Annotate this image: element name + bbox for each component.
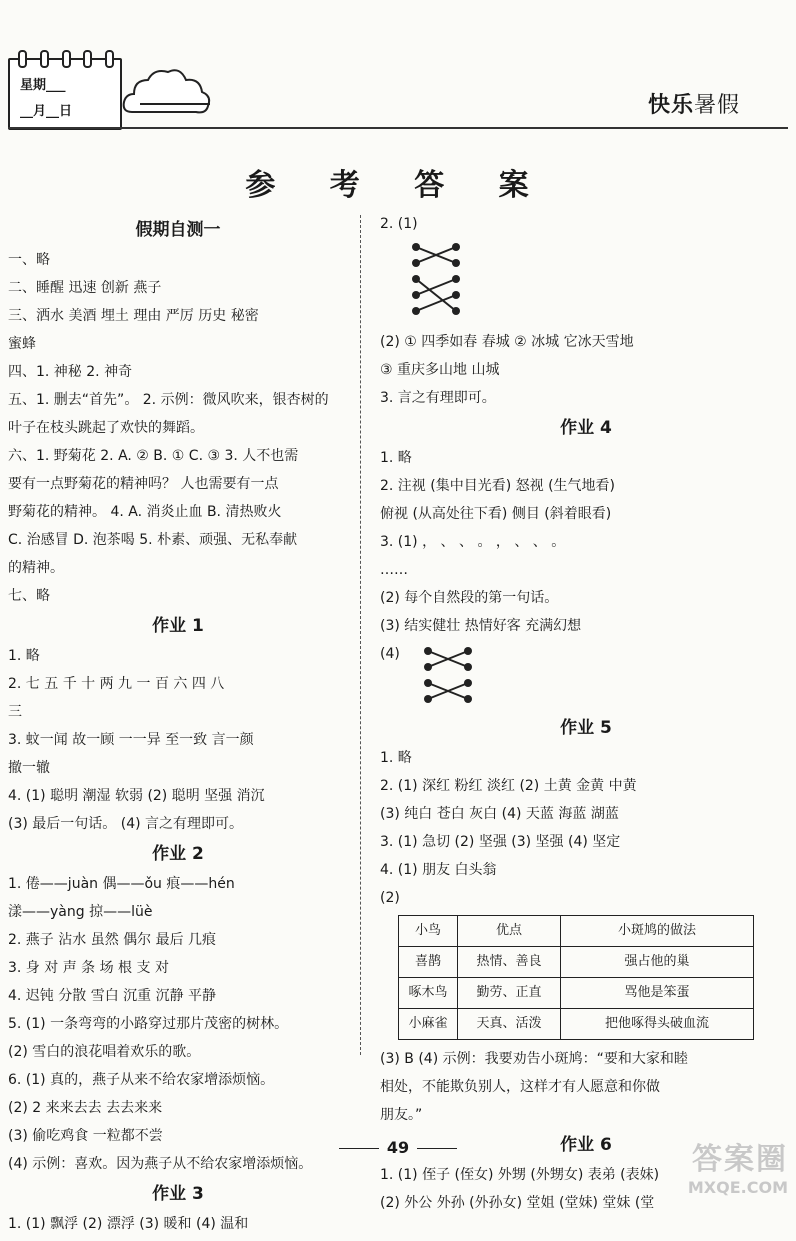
answer-line: 1. (1) 飘浮 (2) 漂浮 (3) 暖和 (4) 温和 — [8, 1216, 249, 1232]
answer-line: 3. (1) 急切 (2) 坚强 (3) 坚强 (4) 坚定 — [380, 834, 621, 850]
section-title: 作业 1 — [152, 616, 204, 636]
answer-line: (2) 雪白的浪花唱着欢乐的歌。 — [8, 1044, 201, 1060]
page-number-text: 49 — [386, 1138, 410, 1157]
answer-line: ③ 重庆多山地 山城 — [380, 362, 500, 378]
answer-line: 蜜蜂 — [8, 336, 36, 352]
calendar-ring — [83, 50, 92, 68]
answer-line: 4. 迟钝 分散 雪白 沉重 沉静 平静 — [8, 988, 217, 1004]
answer-line: (3) 纯白 苍白 灰白 (4) 天蓝 海蓝 湖蓝 — [380, 806, 619, 822]
table-cell: 把他啄得头破血流 — [561, 1009, 754, 1040]
answer-line: 一、略 — [8, 252, 50, 268]
answer-line: 相处，不能欺负别人，这样才有人愿意和你做 — [380, 1079, 660, 1095]
table-cell: 勤劳、正直 — [458, 978, 561, 1009]
answer-line: 要有一点野菊花的精神吗？ 人也需要有一点 — [8, 476, 279, 492]
page-number-dash — [339, 1148, 379, 1149]
table-cell: 喜鹊 — [399, 947, 458, 978]
matching-diagram — [396, 241, 476, 327]
answer-line: 4. (1) 朋友 白头翁 — [380, 862, 497, 878]
answer-line: 三、洒水 美酒 埋土 理由 严厉 历史 秘密 — [8, 308, 259, 324]
answer-line: 1. 略 — [380, 450, 412, 466]
answer-line: (2) ① 四季如春 春城 ② 冰城 它冰天雪地 — [380, 334, 634, 350]
answer-line: 5. (1) 一条弯弯的小路穿过那片茂密的树林。 — [8, 1016, 289, 1032]
table-cell: 啄木鸟 — [399, 978, 458, 1009]
right-column — [380, 213, 792, 1220]
calendar-rings — [18, 50, 114, 66]
table-cell: 骂他是笨蛋 — [561, 978, 754, 1009]
answer-table — [398, 915, 754, 1040]
section-body — [380, 1048, 792, 1126]
answer-line: 撤一辙 — [8, 760, 50, 776]
answer-line: (3) 结实健壮 热情好客 充满幻想 — [380, 618, 582, 634]
answer-line: (4) 示例：喜欢。因为燕子从不给农家增添烦恼。 — [8, 1156, 313, 1172]
table-header: 小斑鸠的做法 — [561, 916, 754, 947]
table-row — [399, 1009, 754, 1040]
column-divider — [360, 215, 361, 1055]
section-body — [8, 1213, 348, 1235]
logo — [648, 88, 740, 119]
answer-line: 五、1. 删去“首先”。 2. 示例：微风吹来，银杏树的 — [8, 392, 329, 408]
answer-line: 2. (1) 深红 粉红 淡红 (2) 土黄 金黄 中黄 — [380, 778, 637, 794]
calendar-box — [8, 58, 122, 130]
table-row — [399, 978, 754, 1009]
section-body — [8, 873, 348, 1175]
watermark-logo: 答案圈 — [692, 1142, 788, 1177]
answer-line: (3) 偷吃鸡食 一粒都不尝 — [8, 1128, 163, 1144]
answer-line: 野菊花的精神。 4. A. 消炎止血 B. 清热败火 — [8, 504, 282, 520]
page-title: 参 考 答 案 — [245, 168, 551, 203]
section-title: 作业 5 — [560, 718, 612, 738]
answer-line: 4. (1) 聪明 潮湿 软弱 (2) 聪明 坚强 消沉 — [8, 788, 265, 804]
answer-line: 1. 略 — [380, 750, 412, 766]
table-header: 优点 — [458, 916, 561, 947]
table-row — [399, 947, 754, 978]
answer-line: 二、睡醒 迅速 创新 燕子 — [8, 280, 162, 296]
logo-main: 快乐 — [647, 93, 694, 118]
answer-line: 俯视 (从高处往下看) 侧目 (斜着眼看) — [380, 506, 612, 522]
answer-line: 2. 燕子 沾水 虽然 偶尔 最后 几痕 — [8, 932, 217, 948]
calendar-date: __月__日 — [20, 104, 73, 119]
calendar-ring — [105, 50, 114, 68]
answer-line: 6. (1) 真的，燕子从来不给农家增添烦恼。 — [8, 1072, 275, 1088]
answer-line: 2. 注视 (集中目光看) 怒视 (生气地看) — [380, 478, 616, 494]
answer-line: 朋友。” — [380, 1107, 423, 1123]
section-title: 假期自测一 — [135, 220, 221, 240]
section-title: 作业 3 — [152, 1184, 204, 1204]
section-body — [380, 747, 792, 909]
section-title: 作业 4 — [560, 418, 612, 438]
answer-line: (2) 2 来来去去 去去来来 — [8, 1100, 163, 1116]
answer-line: 3. 蚊一闻 故一顾 一一异 至一致 言一颜 — [8, 732, 254, 748]
calendar-ring — [18, 50, 27, 68]
section-body — [380, 331, 792, 409]
table-cell: 强占他的巢 — [561, 947, 754, 978]
answer-line: 3. 言之有理即可。 — [380, 390, 496, 406]
answer-line: 1. 略 — [8, 648, 40, 664]
answer-line: 1. 倦——juàn 偶——ǒu 痕——hén — [8, 876, 235, 892]
answer-line: 1. (1) 侄子 (侄女) 外甥 (外甥女) 表弟 (表妹) — [380, 1167, 660, 1183]
answer-line: (3) 最后一句话。 (4) 言之有理即可。 — [8, 816, 244, 832]
answer-line: 三 — [8, 704, 22, 720]
section-title: 作业 6 — [560, 1135, 612, 1155]
section-body — [8, 645, 348, 835]
answer-line: (2) — [380, 890, 400, 906]
left-column — [8, 213, 348, 1241]
answer-line: 2. (1) — [380, 216, 418, 232]
cloud-underline — [140, 103, 210, 105]
calendar-ring — [62, 50, 71, 68]
logo-sub: 暑假 — [693, 93, 740, 118]
table-cell: 天真、活泼 — [458, 1009, 561, 1040]
matching-diagram — [416, 645, 496, 711]
answer-line: 四、1. 神秘 2. 神奇 — [8, 364, 133, 380]
answer-line: (2) 每个自然段的第一句话。 — [380, 590, 559, 606]
answer-line: (2) 外公 外孙 (外孙女) 堂姐 (堂妹) 堂妹 (堂 — [380, 1195, 655, 1211]
watermark-url: MXQE.COM — [687, 1178, 788, 1197]
table-cell: 小麻雀 — [399, 1009, 458, 1040]
answer-line: 七、略 — [8, 588, 50, 604]
calendar-ring — [40, 50, 49, 68]
answer-line: 漾——yàng 掠——lüè — [8, 904, 153, 920]
answer-line: (3) B (4) 示例：我要劝告小斑鸠：“要和大家和睦 — [380, 1051, 688, 1067]
section-title: 作业 2 — [152, 844, 204, 864]
watermark — [638, 1134, 788, 1197]
answer-line: 3. 身 对 声 条 场 根 支 对 — [8, 960, 169, 976]
page-header — [0, 0, 796, 140]
answer-line: 3. (1) ， 、 、 。 ， 、 、 。 — [380, 534, 566, 550]
answer-line: 叶子在枝头跳起了欢快的舞蹈。 — [8, 420, 204, 436]
answer-line: …… — [380, 562, 408, 578]
header-rule — [8, 127, 788, 129]
page-number-dash — [417, 1148, 457, 1149]
answer-line: (4) — [380, 646, 400, 662]
cloud-icon — [120, 64, 212, 120]
answer-line: 的精神。 — [8, 560, 64, 576]
table-header: 小鸟 — [399, 916, 458, 947]
answer-line: 六、1. 野菊花 2. A. ② B. ① C. ③ 3. 人不也需 — [8, 448, 299, 464]
table-cell: 热情、善良 — [458, 947, 561, 978]
answer-line: 2. 七 五 千 十 两 九 一 百 六 四 八 — [8, 676, 225, 692]
calendar-week: 星期___ — [20, 78, 66, 93]
section-body — [380, 447, 792, 637]
section-body — [8, 249, 348, 607]
answer-line: C. 治感冒 D. 泡茶喝 5. 朴素、顽强、无私奉献 — [8, 532, 298, 548]
